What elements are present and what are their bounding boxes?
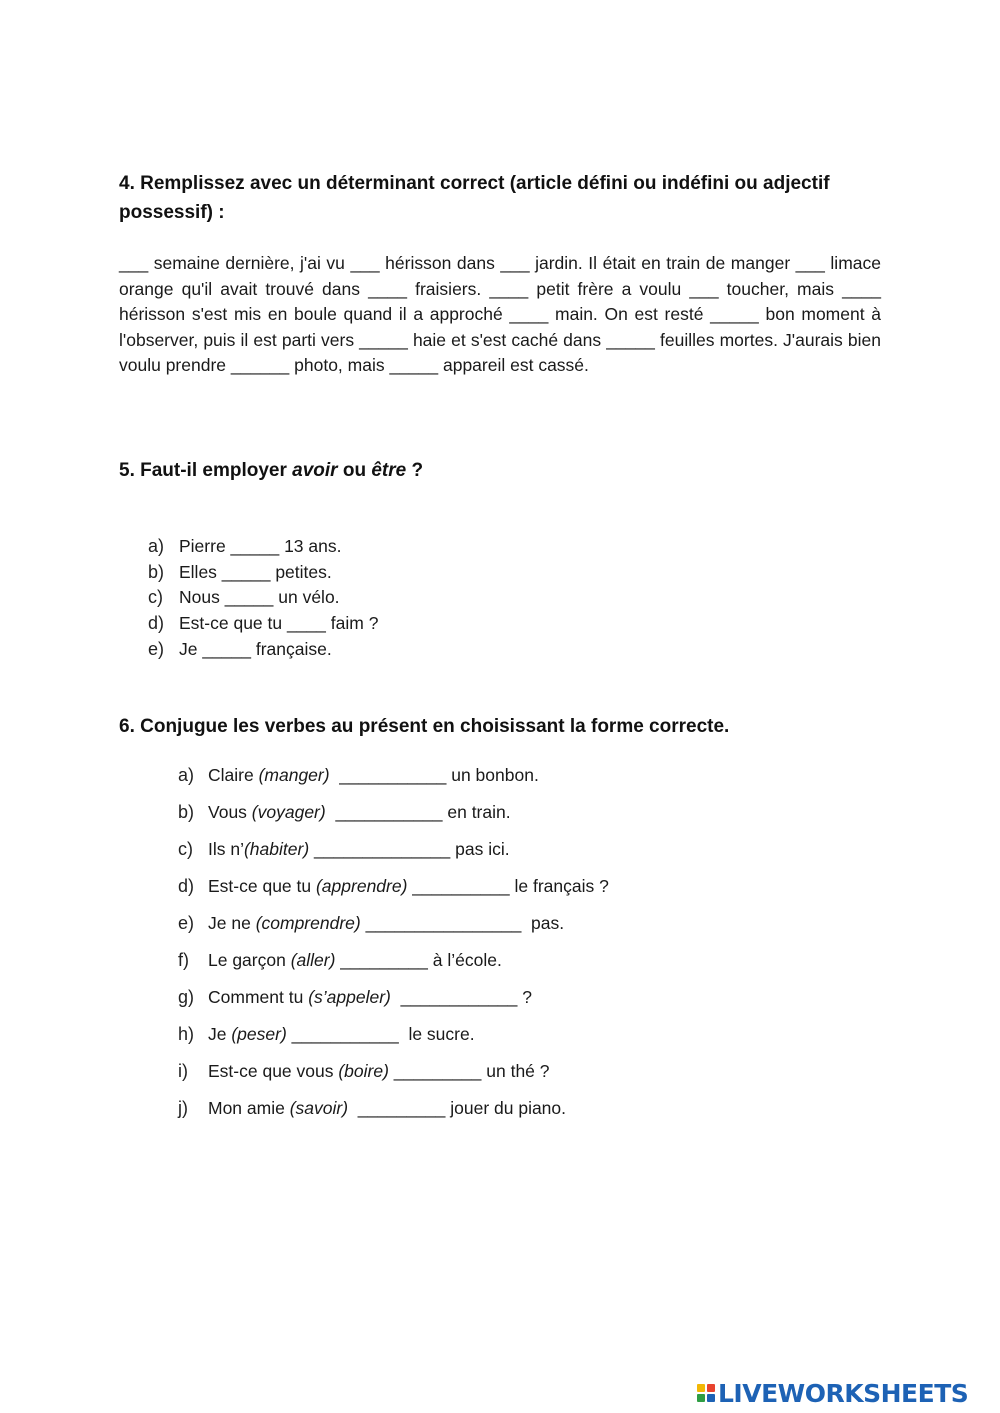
item-verb: (s’appeler) [308,987,391,1007]
item-marker: b) [148,561,165,582]
item-before: Je ne [208,913,256,933]
liveworksheets-logo-text: LIVEWORKSHEETS [718,1378,969,1408]
logo-square-green [697,1394,705,1402]
list-item [148,585,378,611]
item-marker: g) [178,987,195,1007]
item-text: Est-ce que tu ____ faim ? [179,613,379,634]
item-before: Mon amie [208,1098,290,1118]
item-verb: (apprendre) [315,876,408,896]
item-after: _________ à l’école. [335,950,502,970]
list-item [178,1096,609,1133]
list-item [178,800,609,837]
item-after: _________ un thé ? [388,1061,550,1081]
item-verb: (manger) [258,765,330,785]
logo-square-blue [707,1394,715,1402]
item-verb: (savoir) [289,1098,349,1118]
item-marker: d) [148,613,165,634]
item-before: Comment tu [208,987,309,1007]
list-item [148,534,378,560]
list-item [178,1059,609,1096]
question-5-title [119,456,881,485]
logo-square-red [707,1384,715,1392]
q5-title-ou: ou [337,460,372,481]
item-marker: j) [178,1098,188,1118]
list-item [178,1022,609,1059]
list-item [148,560,378,586]
q5-title-avoir: avoir [292,460,338,481]
item-after: ________________ pas. [360,913,565,933]
item-after: ___________ un bonbon. [329,765,539,785]
list-item [178,763,609,800]
item-before: Vous [208,802,252,822]
list-item [178,837,609,874]
item-text: Je _____ française. [179,638,332,659]
list-item [178,911,609,948]
item-marker: i) [178,1061,188,1081]
question-6-list [178,763,609,1133]
item-before: Est-ce que vous [208,1061,339,1081]
list-item [178,985,609,1022]
item-before: Le garçon [208,950,291,970]
liveworksheets-logo-icon [697,1384,715,1402]
item-marker: c) [178,839,193,859]
item-after: ______________ pas ici. [309,839,510,859]
item-after: ___________ le sucre. [286,1024,475,1044]
item-verb: (voyager) [251,802,326,822]
item-after: ___________ en train. [325,802,511,822]
item-verb: (comprendre) [255,913,361,933]
list-item [178,948,609,985]
item-marker: f) [178,950,189,970]
item-after: _________ jouer du piano. [348,1098,567,1118]
question-5-list [148,534,378,662]
question-6-title: 6. Conjugue les verbes au présent en choisissant la forme correcte. [119,716,730,737]
item-verb: (aller) [290,950,336,970]
item-marker: b) [178,802,195,822]
item-text: Nous _____ un vélo. [179,587,340,608]
item-text: Pierre _____ 13 ans. [179,536,342,556]
item-before: Claire [208,765,259,785]
item-marker: h) [178,1024,195,1044]
question-4-paragraph: ___ semaine dernière, j'ai vu ___ hérisson dans ___ jardin. Il était en train de manger ___ limace orange qu'il avait trouvé dans ____ fraisiers. ____ petit frère a voulu ___ toucher, mais ____ hérisson s'est mis en boule quand il a approché ____ main. On est resté _____ bon moment à l'observer, puis il est parti vers _____ haie et s'est caché dans _____ feuilles mortes. J'aurais bien voulu prendre ______ photo, mais _____ appareil est cassé. [119,253,881,376]
list-item [148,611,378,637]
q5-title-etre: être [371,460,407,481]
item-marker: c) [148,587,163,608]
liveworksheets-logo[interactable] [697,1378,968,1408]
item-marker: a) [178,765,195,785]
item-marker: a) [148,536,165,556]
item-before: Est-ce que tu [208,876,316,896]
item-before: Ils n’ [208,839,244,859]
q5-title-end: ? [406,460,424,481]
item-verb: (habiter) [243,839,310,859]
list-item [148,637,378,663]
item-verb: (peser) [231,1024,287,1044]
q5-title-start: 5. Faut-il employer [119,460,293,481]
item-marker: e) [148,638,165,659]
question-4-title: 4. Remplissez avec un déterminant correct (article défini ou indéfini ou adjectif possessif) : [119,173,830,223]
item-marker: d) [178,876,195,896]
logo-square-yellow [697,1384,705,1392]
item-verb: (boire) [338,1061,389,1081]
item-marker: e) [178,913,195,933]
item-text: Elles _____ petites. [179,561,332,582]
item-after: ____________ ? [390,987,532,1007]
list-item [178,874,609,911]
item-before: Je [208,1024,232,1044]
item-after: __________ le français ? [407,876,609,896]
